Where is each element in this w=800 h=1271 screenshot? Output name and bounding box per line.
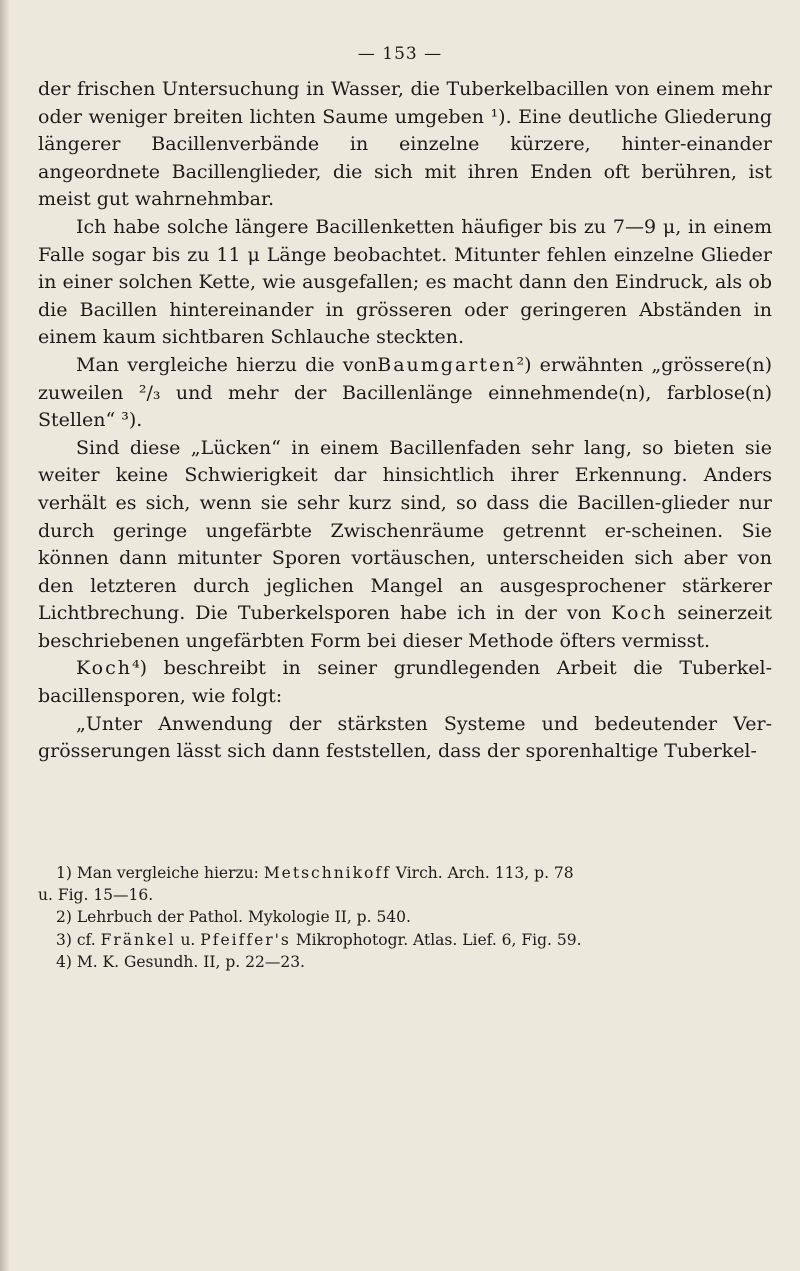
footnote-1-start: 1) Man vergleiche hierzu: — [56, 864, 259, 882]
paragraph-1: der frischen Untersuchung in Wasser, die Tuberkelbacillen von einem mehr oder weniger breiten lichten Saume umgeben ¹). Eine deutliche Gliederung längerer Bacillenverbände in einzelne kürzere, hinter-einander angeordnete Bacillenglieder, die sich mit ihren Enden oft berühren, ist meist gut wahrnehmbar. — [38, 78, 772, 211]
author-koch: Koch — [611, 602, 668, 625]
footnote-3-and: u. — [180, 930, 196, 949]
footnote-3-author-1: Fränkel — [100, 930, 176, 949]
paragraph-2: Ich habe solche längere Bacillenketten häufiger bis zu 7—9 μ, in einem Falle sogar bis zu 11 μ Länge beobachtet. Mitunter fehlen einzelne Glieder in einer solchen Kette, wie ausgefallen; es macht dann den Eindruck, als ob die Bacillen hintereinander in grösseren oder geringeren Abständen in einem kaum sichtbaren Schlauche steckten. — [38, 215, 772, 349]
paragraph-4 — [38, 435, 772, 656]
footnote-3-start: 3) cf. — [56, 930, 96, 949]
paragraph-5 — [38, 655, 772, 710]
body-text — [38, 76, 772, 766]
paragraph-4-start: Sind diese „Lücken“ in einem Bacillenfaden sehr lang, so bieten sie weiter keine Schwierigkeit dar hinsichtlich ihrer Erkennung. Anders verhält es sich, wenn sie sehr kurz sind, so dass die Bacillen-glieder nur durch geringe ungefärbte Zwischenräume getrennt er-scheinen. Sie können dann mitunter Sporen vortäuschen, unterscheiden sich aber von den letzteren durch jeglichen Mangel an ausgesprochener stärkerer Lichtbrechung. Die Tuberkelsporen habe ich in der von — [38, 436, 772, 625]
footnote-3 — [38, 929, 772, 951]
footnotes — [38, 862, 772, 973]
author-baumgarten: Baumgarten — [377, 353, 517, 376]
author-koch-2: Koch — [76, 657, 133, 680]
paragraph-5-end: ⁴) beschreibt in seiner grundlegenden Arbeit die Tuberkel-bacillensporen, wie folgt: — [38, 657, 772, 708]
paragraph-3-end: ²) erwähnten „grössere(n) zuweilen ²/₃ und mehr der Bacillenlänge einnehmende(n), farblose(n) Stellen“ ³). — [38, 353, 773, 432]
paragraph-6: „Unter Anwendung der stärksten Systeme und bedeutender Ver-grösserungen lässt sich dann feststellen, dass der sporenhaltige Tuberkel- — [38, 712, 772, 763]
footnote-3-author-2: Pfeiffer's — [200, 930, 291, 949]
footnote-4: 4) M. K. Gesundh. II, p. 22—23. — [56, 952, 305, 971]
footnote-1-author: Metschnikoff — [263, 864, 391, 882]
page-edge-shadow — [0, 0, 10, 1271]
paragraph-3-start: Man vergleiche hierzu die von — [76, 353, 378, 376]
footnote-1-continuation: u. Fig. 15—16. — [38, 886, 154, 905]
footnote-3-ref: Mikrophotogr. Atlas. Lief. 6, Fig. 59. — [295, 930, 582, 949]
footnote-1 — [38, 862, 772, 884]
paragraph-3 — [38, 352, 772, 435]
footnote-1-ref: Virch. Arch. 113, p. 78 — [395, 864, 574, 882]
page-number: — 153 — — [357, 44, 443, 64]
paragraph-4-end: seinerzeit beschriebenen ungefärbten Form bei dieser Methode öfters vermisst. — [38, 602, 772, 652]
footnote-2: 2) Lehrbuch der Pathol. Mykologie II, p. 540. — [56, 908, 411, 927]
